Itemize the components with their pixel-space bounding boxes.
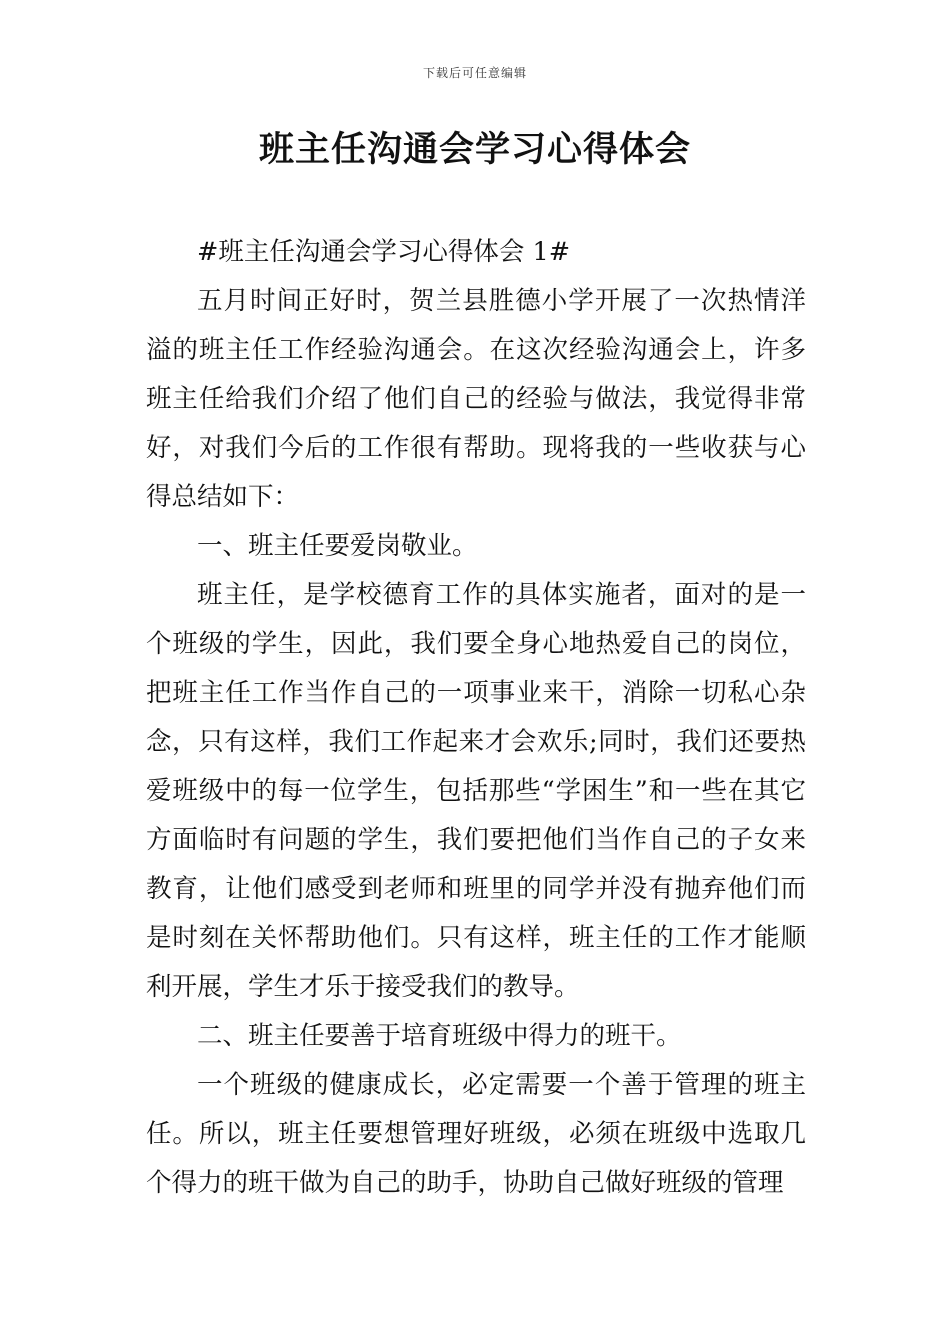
section-point-1: 一、班主任要爱岗敬业。 (197, 531, 478, 561)
paragraph-point-2: 一个班级的健康成长，必定需要一个善于管理的班主任。所以，班主任要想管理好班级，必须在班级中选取几个得力的班干做为自己的助手，协助自己做好班级的管理 (146, 1070, 806, 1198)
document-body (146, 228, 806, 1208)
paragraph-intro: 五月时间正好时，贺兰县胜德小学开展了一次热情洋溢的班主任工作经验沟通会。在这次经验沟通会上，许多班主任给我们介绍了他们自己的经验与做法，我觉得非常好，对我们今后的工作很有帮助。现将我的一些收获与心得总结如下： (146, 286, 806, 512)
paragraph-point-1: 班主任，是学校德育工作的具体实施者，面对的是一个班级的学生，因此，我们要全身心地热爱自己的岗位，把班主任工作当作自己的一项事业来干，消除一切私心杂念，只有这样，我们工作起来才会欢乐;同时，我们还要热爱班级中的每一位学生，包括那些“学困生”和一些在其它方面临时有问题的学生，我们要把他们当作自己的子女来教育，让他们感受到老师和班里的同学并没有抛弃他们而是时刻在关怀帮助他们。只有这样，班主任的工作才能顺利开展，学生才乐于接受我们的教导。 (146, 580, 806, 1002)
section-heading-1: #班主任沟通会学习心得体会 1# (197, 237, 571, 267)
section-point-2: 二、班主任要善于培育班级中得力的班干。 (197, 1021, 682, 1051)
header-note: 下载后可任意编辑 (422, 66, 527, 80)
document-title: 班主任沟通会学习心得体会 (258, 130, 691, 170)
